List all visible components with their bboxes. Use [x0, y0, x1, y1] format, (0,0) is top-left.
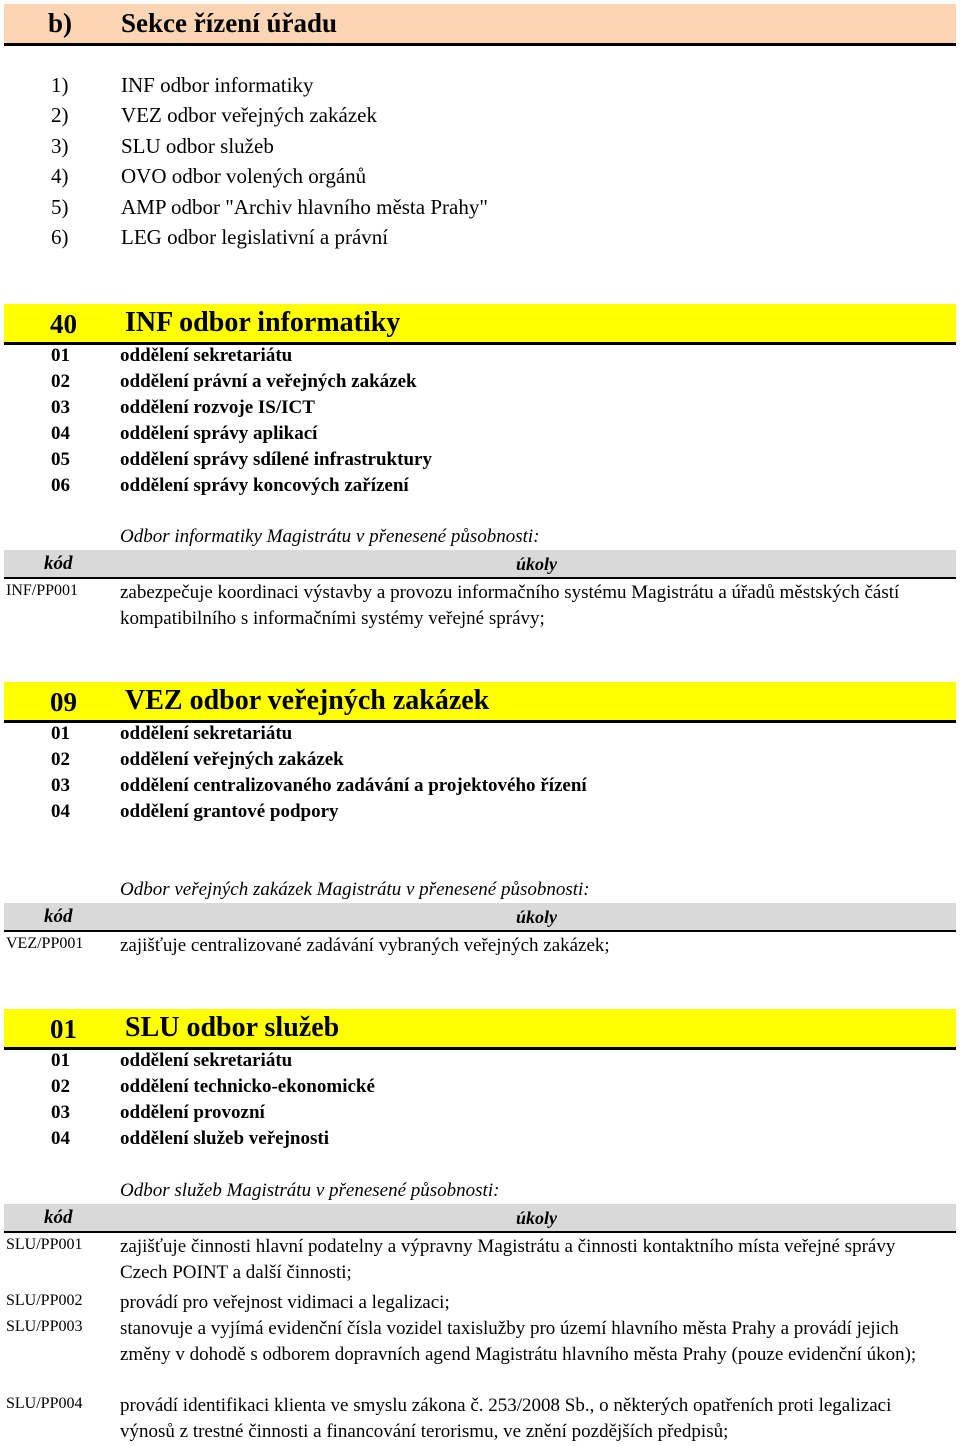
department-name: oddělení grantové podpory	[120, 801, 339, 822]
department-number: 02	[51, 749, 70, 770]
agenda-header-bar	[4, 550, 956, 579]
agenda-intro: Odbor veřejných zakázek Magistrátu v přenesené působnosti:	[120, 879, 590, 900]
section-title: SLU odbor služeb	[125, 1012, 340, 1043]
agenda-task: zabezpečuje koordinaci výstavby a provozu informačního systému Magistrátu a úřadů městských částí kompatibilního s informačními systémy veřejné správy;	[120, 582, 900, 629]
list-item: VEZ odbor veřejných zakázek	[121, 103, 377, 127]
kod-header: kód	[44, 553, 73, 574]
department-number: 03	[51, 397, 70, 418]
department-number: 03	[51, 775, 70, 796]
department-name: oddělení centralizovaného zadávání a projektového řízení	[120, 775, 587, 796]
agenda-code: SLU/PP002	[6, 1292, 83, 1309]
department-number: 04	[51, 423, 70, 444]
vez-section-bar	[4, 682, 956, 723]
ukoly-header: úkoly	[516, 907, 558, 927]
department-number: 01	[51, 345, 70, 366]
agenda-code: INF/PP001	[6, 582, 79, 599]
department-number: 05	[51, 449, 70, 470]
department-name: oddělení služeb veřejnosti	[120, 1128, 329, 1149]
ukoly-header: úkoly	[516, 1208, 558, 1228]
department-number: 03	[51, 1102, 70, 1123]
ukoly-header: úkoly	[516, 554, 558, 574]
agenda-code: SLU/PP001	[6, 1236, 83, 1253]
agenda-code: VEZ/PP001	[6, 935, 84, 952]
agenda-code: SLU/PP003	[6, 1318, 83, 1335]
department-name: oddělení sekretariátu	[120, 723, 293, 744]
section-number: 09	[50, 687, 77, 717]
department-number: 01	[51, 1050, 70, 1071]
department-name: oddělení provozní	[120, 1102, 265, 1123]
department-name: oddělení správy aplikací	[120, 423, 318, 444]
agenda-intro: Odbor informatiky Magistrátu v přenesené působnosti:	[120, 526, 540, 547]
list-number: 5)	[51, 195, 69, 219]
list-item: OVO odbor volených orgánů	[121, 164, 367, 188]
section-letter: b)	[48, 8, 73, 38]
section-title: Sekce řízení úřadu	[121, 8, 337, 38]
department-number: 02	[51, 371, 70, 392]
list-item: INF odbor informatiky	[121, 73, 314, 97]
agenda-intro: Odbor služeb Magistrátu v přenesené působnosti:	[120, 1180, 500, 1201]
inf-section-bar	[4, 304, 956, 345]
list-number: 4)	[51, 164, 69, 188]
list-number: 3)	[51, 134, 69, 158]
department-number: 04	[51, 1128, 70, 1149]
section-title: VEZ odbor veřejných zakázek	[125, 685, 490, 716]
department-number: 01	[51, 723, 70, 744]
agenda-code: SLU/PP004	[6, 1395, 83, 1412]
section-number: 01	[50, 1014, 77, 1044]
list-number: 1)	[51, 73, 69, 97]
kod-header: kód	[44, 1207, 73, 1228]
list-number: 2)	[51, 103, 69, 127]
kod-header: kód	[44, 906, 73, 927]
slu-section-bar	[4, 1009, 956, 1050]
department-name: oddělení správy sdílené infrastruktury	[120, 449, 432, 470]
department-name: oddělení právní a veřejných zakázek	[120, 371, 417, 392]
department-name: oddělení veřejných zakázek	[120, 749, 344, 770]
department-name: oddělení sekretariátu	[120, 345, 293, 366]
agenda-header-bar	[4, 903, 956, 932]
department-name: oddělení správy koncových zařízení	[120, 475, 409, 496]
department-name: oddělení rozvoje IS/ICT	[120, 397, 315, 418]
department-number: 06	[51, 475, 70, 496]
department-number: 04	[51, 801, 70, 822]
section-title: INF odbor informatiky	[125, 307, 401, 338]
list-item: AMP odbor "Archiv hlavního města Prahy"	[121, 195, 488, 219]
agenda-task: provádí pro veřejnost vidimaci a legalizaci;	[120, 1292, 450, 1313]
agenda-task: stanovuje a vyjímá evidenční čísla vozidel taxislužby pro území hlavního města Prahy a provádí jejich změny v dohodě s odborem dopravních agend Magistrátu hlavního města Prahy (pouze evidenční úkon);	[120, 1318, 917, 1365]
department-number: 02	[51, 1076, 70, 1097]
list-item: LEG odbor legislativní a právní	[121, 225, 389, 249]
department-name: oddělení sekretariátu	[120, 1050, 293, 1071]
list-item: SLU odbor služeb	[121, 134, 274, 158]
agenda-task: zajišťuje centralizované zadávání vybraných veřejných zakázek;	[120, 935, 610, 956]
list-number: 6)	[51, 225, 69, 249]
agenda-header-bar	[4, 1204, 956, 1233]
agenda-task: zajišťuje činnosti hlavní podatelny a výpravny Magistrátu a činnosti kontaktního místa veřejné správy Czech POINT a další činnosti;	[120, 1236, 896, 1283]
department-name: oddělení technicko-ekonomické	[120, 1076, 375, 1097]
section-number: 40	[50, 309, 77, 339]
section-header-bar	[4, 4, 956, 46]
agenda-task: provádí identifikaci klienta ve smyslu zákona č. 253/2008 Sb., o některých opatřeních proti legalizaci výnosů z trestné činnosti a financování terorismu, ve znění pozdějších předpisů;	[120, 1395, 892, 1442]
